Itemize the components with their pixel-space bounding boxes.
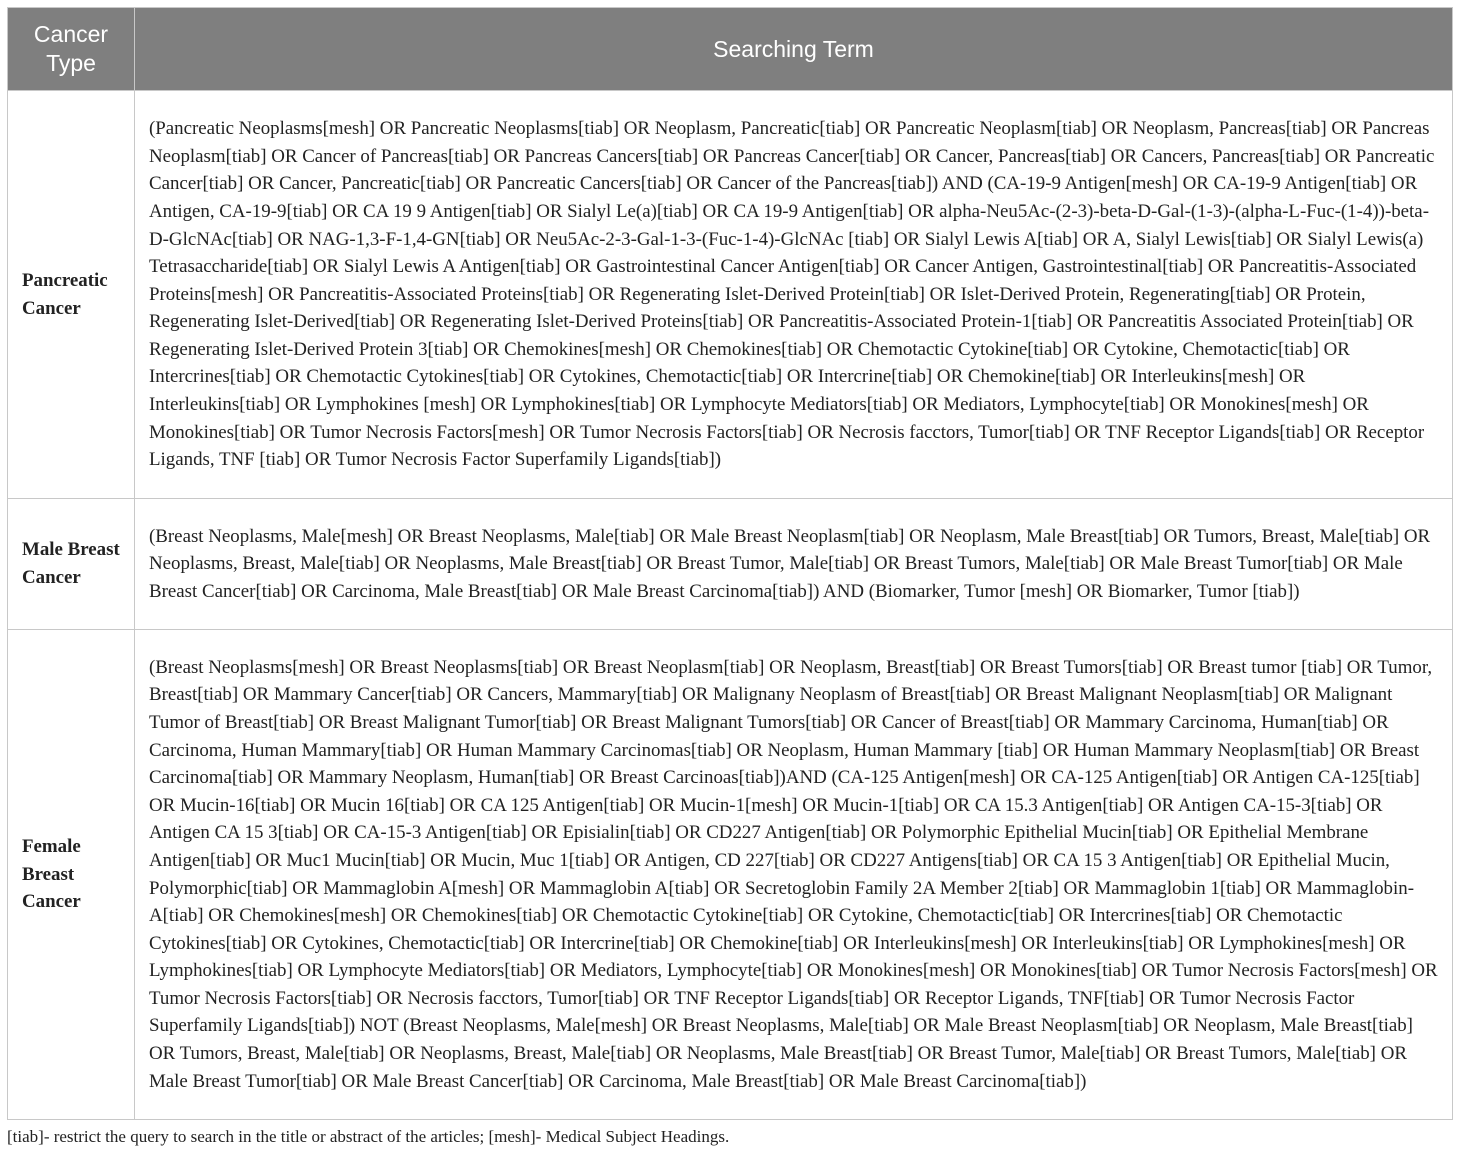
cancer-type-cell: Pancreatic Cancer [8,91,135,499]
table-row [8,91,1453,499]
searching-term-cell: (Pancreatic Neoplasms[mesh] OR Pancreatic Neoplasms[tiab] OR Neoplasm, Pancreatic[tiab] OR Pancreatic Neoplasm[tiab] OR Neoplasm, Pancreas[tiab] OR Pancreas Neoplasm[tiab] OR Cancer of Pancreas[tiab] OR Pancreas Cancers[tiab] OR Pancreas Cancer[tiab] OR Cancer, Pancreas[tiab] OR Cancers, Pancreas[tiab] OR Pancreatic Cancer[tiab] OR Cancer, Pancreatic[tiab] OR Pancreatic Cancers[tiab] OR Cancer of the Pancreas[tiab]) AND (CA-19-9 Antigen[mesh] OR CA-19-9 Antigen[tiab] OR Antigen, CA-19-9[tiab] OR CA 19 9 Antigen[tiab] OR Sialyl Le(a)[tiab] OR CA 19-9 Antigen[tiab] OR alpha-Neu5Ac-(2-3)-beta-D-Gal-(1-3)-(alpha-L-Fuc-(1-4))-beta-D-GlcNAc[tiab] OR NAG-1,3-F-1,4-GN[tiab] OR Neu5Ac-2-3-Gal-1-3-(Fuc-1-4)-GlcNAc [tiab] OR Sialyl Lewis A[tiab] OR A, Sialyl Lewis[tiab] OR Sialyl Lewis(a) Tetrasaccharide[tiab] OR Sialyl Lewis A Antigen[tiab] OR Gastrointestinal Cancer Antigen[tiab] OR Cancer Antigen, Gastrointestinal[tiab] OR Pancreatitis-Associated Proteins[mesh] OR Pancreatitis-Associated Proteins[tiab] OR Regenerating Islet-Derived Protein[tiab] OR Islet-Derived Protein, Regenerating[tiab] OR Protein, Regenerating Islet-Derived[tiab] OR Regenerating Islet-Derived Proteins[tiab] OR Pancreatitis-Associated Protein-1[tiab] OR Pancreatitis Associated Protein[tiab] OR Regenerating Islet-Derived Protein 3[tiab] OR Chemokines[mesh] OR Chemokines[tiab] OR Chemotactic Cytokine[tiab] OR Cytokine, Chemotactic[tiab] OR Intercrines[tiab] OR Chemotactic Cytokines[tiab] OR Cytokines, Chemotactic[tiab] OR Intercrine[tiab] OR Chemokine[tiab] OR Interleukins[mesh] OR Interleukins[tiab] OR Lymphokines [mesh] OR Lymphokines[tiab] OR Lymphocyte Mediators[tiab] OR Mediators, Lymphocyte[tiab] OR Monokines[mesh] OR Monokines[tiab] OR Tumor Necrosis Factors[mesh] OR Tumor Necrosis Factors[tiab] OR Necrosis facctors, Tumor[tiab] OR TNF Receptor Ligands[tiab] OR Receptor Ligands, TNF [tiab] OR Tumor Necrosis Factor Superfamily Ligands[tiab]) [135,91,1453,499]
search-terms-table [7,7,1453,1120]
table-row [8,499,1453,630]
cancer-type-cell: Male Breast Cancer [8,499,135,630]
table-row [8,630,1453,1120]
table-header-row [8,8,1453,91]
searching-term-cell: (Breast Neoplasms, Male[mesh] OR Breast Neoplasms, Male[tiab] OR Male Breast Neoplasm[tiab] OR Neoplasm, Male Breast[tiab] OR Tumors, Breast, Male[tiab] OR Neoplasms, Breast, Male[tiab] OR Neoplasms, Male Breast[tiab] OR Breast Tumor, Male[tiab] OR Breast Tumors, Male[tiab] OR Male Breast Tumor[tiab] OR Male Breast Cancer[tiab] OR Carcinoma, Male Breast[tiab] OR Male Breast Carcinoma[tiab]) AND (Biomarker, Tumor [mesh] OR Biomarker, Tumor [tiab]) [135,499,1453,630]
searching-term-cell: (Breast Neoplasms[mesh] OR Breast Neoplasms[tiab] OR Breast Neoplasm[tiab] OR Neoplasm, Breast[tiab] OR Breast Tumors[tiab] OR Breast tumor [tiab] OR Tumor, Breast[tiab] OR Mammary Cancer[tiab] OR Cancers, Mammary[tiab] OR Malignany Neoplasm of Breast[tiab] OR Breast Malignant Neoplasm[tiab] OR Malignant Tumor of Breast[tiab] OR Breast Malignant Tumor[tiab] OR Breast Malignant Tumors[tiab] OR Cancer of Breast[tiab] OR Mammary Carcinoma, Human[tiab] OR Carcinoma, Human Mammary[tiab] OR Human Mammary Carcinomas[tiab] OR Neoplasm, Human Mammary [tiab] OR Human Mammary Neoplasm[tiab] OR Breast Carcinoma[tiab] OR Mammary Neoplasm, Human[tiab] OR Breast Carcinoas[tiab])AND (CA-125 Antigen[mesh] OR CA-125 Antigen[tiab] OR Antigen CA-125[tiab] OR Mucin-16[tiab] OR Mucin 16[tiab] OR CA 125 Antigen[tiab] OR Mucin-1[mesh] OR Mucin-1[tiab] OR CA 15.3 Antigen[tiab] OR Antigen CA-15-3[tiab] OR Antigen CA 15 3[tiab] OR CA-15-3 Antigen[tiab] OR Episialin[tiab] OR CD227 Antigen[tiab] OR Polymorphic Epithelial Mucin[tiab] OR Epithelial Membrane Antigen[tiab] OR Muc1 Mucin[tiab] OR Mucin, Muc 1[tiab] OR Antigen, CD 227[tiab] OR CD227 Antigens[tiab] OR CA 15 3 Antigen[tiab] OR Epithelial Mucin, Polymorphic[tiab] OR Mammaglobin A[mesh] OR Mammaglobin A[tiab] OR Secretoglobin Family 2A Member 2[tiab] OR Mammaglobin 1[tiab] OR Mammaglobin-A[tiab] OR Chemokines[mesh] OR Chemokines[tiab] OR Chemotactic Cytokine[tiab] OR Cytokine, Chemotactic[tiab] OR Intercrines[tiab] OR Chemotactic Cytokines[tiab] OR Cytokines, Chemotactic[tiab] OR Intercrine[tiab] OR Chemokine[tiab] OR Interleukins[mesh] OR Interleukins[tiab] OR Lymphokines[mesh] OR Lymphokines[tiab] OR Lymphocyte Mediators[tiab] OR Mediators, Lymphocyte[tiab] OR Monokines[mesh] OR Monokines[tiab] OR Tumor Necrosis Factors[mesh] OR Tumor Necrosis Factors[tiab] OR Necrosis facctors, Tumor[tiab] OR TNF Receptor Ligands[tiab] OR Receptor Ligands, TNF[tiab] OR Tumor Necrosis Factor Superfamily Ligands[tiab]) NOT (Breast Neoplasms, Male[mesh] OR Breast Neoplasms, Male[tiab] OR Male Breast Neoplasm[tiab] OR Neoplasm, Male Breast[tiab] OR Tumors, Breast, Male[tiab] OR Neoplasms, Breast, Male[tiab] OR Neoplasms, Male Breast[tiab] OR Breast Tumor, Male[tiab] OR Breast Tumors, Male[tiab] OR Male Breast Tumor[tiab] OR Male Breast Cancer[tiab] OR Carcinoma, Male Breast[tiab] OR Male Breast Carcinoma[tiab]) [135,630,1453,1120]
header-cancer-type: Cancer Type [8,8,135,91]
table-footnote: [tiab]- restrict the query to search in the title or abstract of the articles; [mesh]- Medical Subject Headings. [7,1127,730,1146]
header-searching-term: Searching Term [135,8,1453,91]
cancer-type-cell: Female Breast Cancer [8,630,135,1120]
